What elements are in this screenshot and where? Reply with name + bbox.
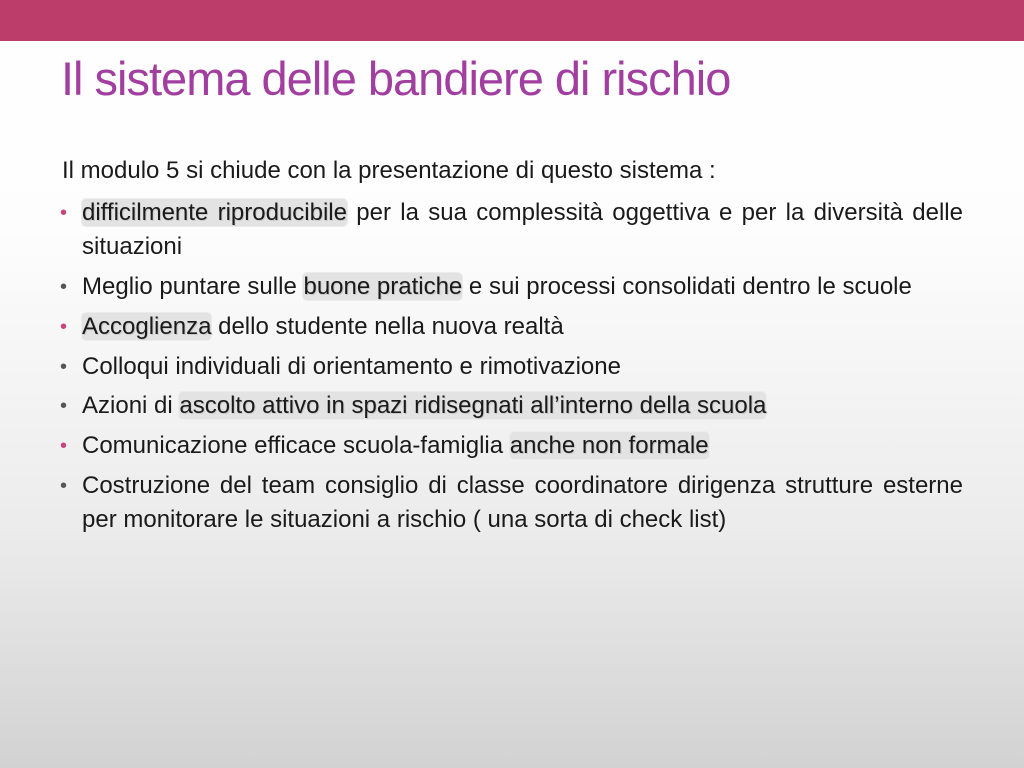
- slide-title: Il sistema delle bandiere di rischio: [61, 52, 731, 105]
- highlighted-text: anche non formale: [509, 432, 709, 459]
- bullet-dot-icon: •: [60, 475, 68, 497]
- bullet-item: [60, 196, 963, 264]
- bullet-dot-icon: •: [60, 202, 68, 224]
- bullet-item: [60, 429, 963, 463]
- bullet-text: Comunicazione efficace scuola-famiglia: [82, 432, 510, 459]
- highlighted-text: ascolto attivo in spazi ridisegnati all’interno della scuola: [179, 392, 767, 419]
- bullet-text: per la sua complessità oggettiva e per la diversità delle situazioni: [82, 199, 963, 260]
- bullet-item: [60, 469, 963, 537]
- bullet-item: [60, 310, 963, 344]
- top-accent-bar: [0, 0, 1024, 41]
- bullet-text: dello studente nella nuova realtà: [211, 313, 564, 340]
- bullet-dot-icon: •: [60, 356, 68, 378]
- bullet-text: Costruzione del team consiglio di classe coordinatore dirigenza strutture esterne per monitorare le situazioni a rischio ( una sorta di check list): [82, 472, 963, 533]
- intro-text: Il modulo 5 si chiude con la presentazione di questo sistema :: [62, 157, 716, 184]
- bullet-text: Colloqui individuali di orientamento e rimotivazione: [82, 353, 621, 380]
- bullet-list: [60, 196, 963, 543]
- bullet-text: e sui processi consolidati dentro le scuole: [462, 273, 912, 300]
- bullet-dot-icon: •: [60, 435, 68, 457]
- highlighted-text: difficilmente riproducibile: [82, 199, 347, 226]
- bullet-dot-icon: •: [60, 316, 68, 338]
- highlighted-text: Accoglienza: [82, 313, 212, 340]
- bullet-text: Meglio puntare sulle: [82, 273, 304, 300]
- bullet-item: [60, 389, 963, 423]
- bullet-text: Azioni di: [82, 392, 180, 419]
- bullet-item: [60, 270, 963, 304]
- bullet-dot-icon: •: [60, 276, 68, 298]
- bullet-item: [60, 350, 963, 384]
- highlighted-text: buone pratiche: [303, 273, 463, 300]
- bullet-dot-icon: •: [60, 395, 68, 417]
